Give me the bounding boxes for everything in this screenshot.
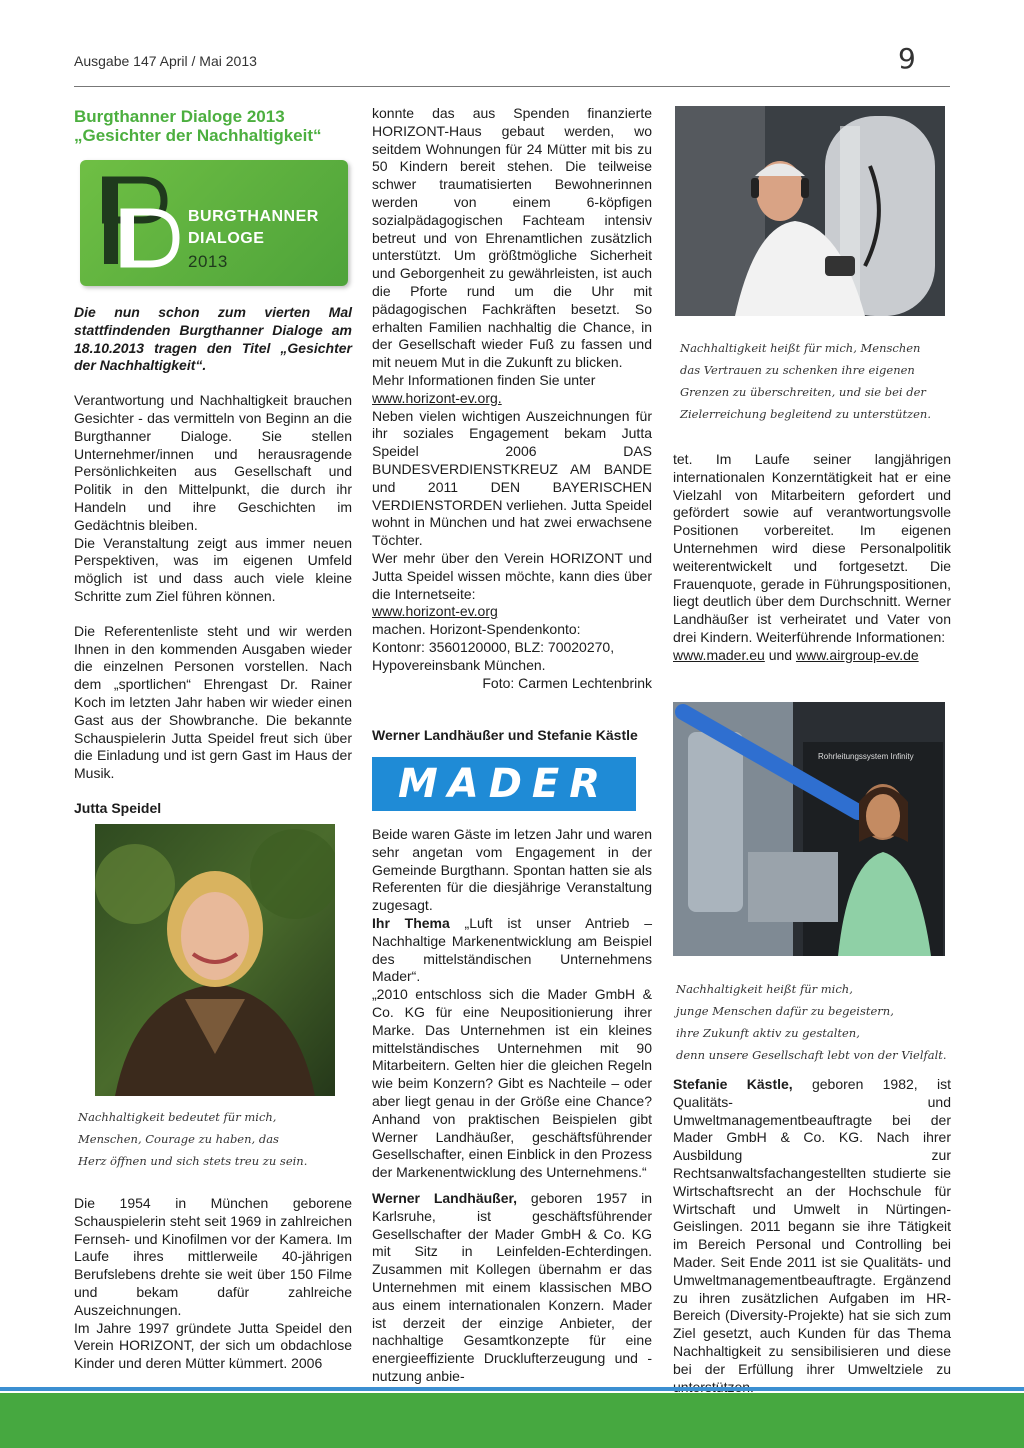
column-3-bio <box>673 1076 951 1396</box>
paragraph: Hypovereinsbank München. <box>372 656 546 673</box>
column-1-intro <box>74 304 352 818</box>
paragraph: tet. Im Laufe seiner langjährigen internationalen Konzerntätigkeit hat er eine Vielzahl von Mitarbeitern gefordert und gefördert sowie auf verantwortungsvolle Positionen vorbereitet. Im eigenen Unternehmen wird diese Personalpolitik weiterentwickelt und fortgesetzt. Die Frauenquote, gerade in Führungspositionen, liegt deutlich über dem Durchschnitt. Werner Landhäußer ist verheiratet und Vater von drei Kindern. Weiterführende Informationen: <box>673 451 951 645</box>
logo-text-dialoge: DIALOGE <box>188 230 265 247</box>
link-horizont[interactable]: www.horizont-ev.org. <box>372 389 502 406</box>
headline-line-2: „Gesichter der Nachhaltigkeit“ <box>74 126 322 145</box>
column-2-bottom <box>372 826 652 1386</box>
photo-sign-text: Rohrleitungssystem Infinity <box>818 752 914 761</box>
article-headline <box>74 107 364 145</box>
bd-monogram-icon <box>102 174 180 270</box>
thema-text: „Luft ist unser Antrieb – Nachhaltige Markenentwicklung am Beispiel des mittelständischen Unternehmens Mader“. <box>372 914 652 985</box>
header-rule <box>74 86 950 87</box>
paragraph: Neben vielen wichtigen Auszeichnungen für ihr soziales Engagement bekam Jutta Speidel 2006 DAS BUNDESVERDIENSTKREUZ AM BANDE und 2011 DEN BAYERISCHEN VERDIENSTORDEN verliehen. Jutta Speidel wohnt in München und hat zwei erwachsene Töchter. <box>372 407 652 549</box>
handwritten-quote-landhaeusser: Nachhaltigkeit heißt für mich, Menschen das Vertrauen zu schenken ihre eigenen Grenzen zu überschreiten, und sie bei der Zielerreichung begleitend zu unterstützen. <box>680 341 931 421</box>
name-kaestle: Stefanie Kästle, <box>673 1076 793 1092</box>
headline-line-1: Burgthanner Dialoge 2013 <box>74 107 285 126</box>
text-landhaeusser: geboren 1957 in Karlsruhe, ist geschäftsführender Gesellschafter der Mader GmbH & Co. KG mit Sitz in Leinfelden-Echterdingen. Zusammen mit Kollegen übernahm er das Unternehmen mit einem klassischen MBO aus einem internationalen Konzern. Mader ist derzeit der einzige Anbieter, der nachhaltige Gesamtkonzepte für eine energieeffiziente Drucklufterzeugung und -nutzung anbie- <box>372 1189 652 1384</box>
mader-logo <box>372 757 636 811</box>
photo-werner-landhaeusser <box>675 106 945 316</box>
paragraph-kaestle <box>673 1076 951 1396</box>
photo-stefanie-kaestle <box>673 702 945 956</box>
column-2-top <box>372 105 652 692</box>
paragraph-landhaeusser <box>372 1190 652 1386</box>
handwritten-quote-kaestle: Nachhaltigkeit heißt für mich, junge Menschen dafür zu begeistern, ihre Zukunft aktiv zu gestalten, denn unsere Gesellschaft lebt von der Vielfalt. <box>676 982 947 1062</box>
mader-logo-text: MADER <box>397 761 611 807</box>
paragraph-thema <box>372 915 652 986</box>
paragraph: Beide waren Gäste im letzen Jahr und waren sehr angetan vom Engagement in der Gemeinde Burgthann. Spontan hatten sie als Referenten für die diesjährige Veranstaltung zugesagt. <box>372 826 652 914</box>
subhead-jutta-speidel: Jutta Speidel <box>74 799 162 816</box>
paragraph: Verantwortung und Nachhaltigkeit brauchen Gesichter - das vermitteln von Beginn an die Burgthanner Dialoge. Sie stellen Unternehmer/innen und herausragende Persönlichkeiten aus Gesellschaft und Politik in den Mittelpunkt, die durch ihr Handeln und ihre Geschichten im Gedächtnis bleiben. <box>74 392 352 533</box>
issue-label: Ausgabe 147 April / Mai 2013 <box>74 53 257 69</box>
paragraph: Wer mehr über den Verein HORIZONT und Jutta Speidel wissen möchte, kann dies über die Internetseite: <box>372 549 652 602</box>
page-number: 9 <box>898 42 916 75</box>
paragraph: Kontonr: 3560120000, BLZ: 70020270, <box>372 638 615 655</box>
handwritten-quote-speidel: Nachhaltigkeit bedeutet für mich, Menschen, Courage zu haben, das Herz öffnen und sich stets treu zu sein. <box>78 1110 308 1168</box>
paragraph: Die Referentenliste steht und wir werden Ihnen in den kommenden Ausgaben wieder die einzelnen Personen vorstellen. Nach dem „sportlichen“ Ehrengast Dr. Rainer Koch im letzten Jahr haben wir wieder einen Gast aus der Showbranche. Die bekannte Schauspielerin Jutta Speidel freut sich über die Einladung und ist gern Gast im Haus der Musik. <box>74 622 352 782</box>
paragraph: konnte das aus Spenden finanzierte HORIZONT-Haus gebaut werden, wo seitdem Wohnungen für 24 Mütter mit bis zu 50 Kindern bereit stehen. Die teilweise schwer traumatisierten Bewohnerinnen werden von einem 6-köpfigen sozialpädagogischen Fachteam intensiv betreut und von Ehrenamtlichen zusätzlich unterstützt. Um größtmögliche Sicherheit und Geborgenheit zu gewährleisten, ist auch die Pforte rund um die Uhr mit pädagogischen Fachkräften besetzt. So erhalten Familien nachhaltig die Chance, in der Gesellschaft wieder Fuß zu fassen und mit neuem Mut in die Zukunft zu blicken. <box>372 105 652 371</box>
name-landhaeusser: Werner Landhäußer, <box>372 1189 518 1206</box>
paragraph: Die 1954 in München geborene Schauspielerin steht seit 1969 in zahlreichen Fernseh- und Kinofilmen vor der Kamera. Im Laufe ihres mittlerweile 40-jährigen Berufslebens drehte sie weit über 150 Filme und bekam dafür zahlreiche Auszeichnungen. <box>74 1195 352 1318</box>
photo-jutta-speidel <box>95 824 335 1096</box>
paragraph: Mehr Informationen finden Sie unter <box>372 371 596 388</box>
lead-paragraph: Die nun schon zum vierten Mal stattfindenden Burgthanner Dialoge am 18.10.2013 tragen den Titel „Gesichter der Nachhaltigkeit“. <box>74 304 352 374</box>
text-kaestle: geboren 1982, ist Qualitäts- und Umweltmanagementbeauftragte bei der Mader GmbH & Co. KG. Nach ihrer Ausbildung zur Rechtsanwaltsfachangestellten studierte sie Wirtschaftsrecht an der Hochschule für Wirtschaft und Umwelt in Nürtingen-Geislingen. 2011 begann sie ihre Tätigkeit im Bereich Personal und Controlling bei Mader. Seit Ende 2011 ist sie Qualitäts- und Umweltmanagementbeauftragte. Ergänzend zu ihren zusätzlichen Aufgaben im HR-Bereich (Diversity-Projekte) hat sie sich zum Ziel gesetzt, auch Kunden für das Thema Nachhaltigkeit zu sensibilisieren und diese bei der Erfüllung ihrer Umweltziele zu <box>673 1076 951 1377</box>
footer-green-bar <box>0 1393 1024 1448</box>
paragraph: Im Jahre 1997 gründete Jutta Speidel den Verein HORIZONT, der sich um obdachlose Kinder und deren Mütter kümmert. 2006 <box>74 1319 352 1372</box>
thema-label: Ihr Thema <box>372 914 450 931</box>
footer-blue-stripe <box>0 1387 1024 1391</box>
paragraph: „2010 entschloss sich die Mader GmbH & Co. KG für eine Neupositionierung ihrer Marke. Das Unternehmen ist ein kleines mittelständisches Unternehmen mit 90 Mitarbeitern. Gelten hier die gleichen Regeln wie beim Konzern? Gibt es Nachteile – oder aber liegt genau in der Größe eine Chance? Anhand von praktischen Beispielen gibt Werner Landhäußer, geschäftsführender Gesellschafter, einen Einblick in den Prozess der Markenentwicklung des Unternehmens.“ <box>372 986 652 1181</box>
paragraph: machen. Horizont-Spendenkonto: <box>372 621 581 638</box>
link-mader[interactable]: www.mader.eu <box>673 646 765 663</box>
column-3-top <box>673 451 951 665</box>
photo-credit: Foto: Carmen Lechtenbrink <box>482 674 652 691</box>
logo-text-year: 2013 <box>188 252 228 271</box>
subhead-landhaeusser-kaestle: Werner Landhäußer und Stefanie Kästle <box>372 727 638 743</box>
link-horizont[interactable]: www.horizont-ev.org <box>372 603 498 620</box>
link-airgroup[interactable]: www.airgroup-ev.de <box>795 646 919 663</box>
burgthanner-dialoge-logo <box>80 160 348 286</box>
paragraph: Die Veranstaltung zeigt aus immer neuen Perspektiven, was im eigenen Umfeld möglich ist und dass auch viele kleine Schritte zum Ziel führen können. <box>74 534 352 604</box>
links-row: www.mader.eu und www.airgroup-ev.de <box>673 646 919 663</box>
logo-text-burgthanner: BURGTHANNER <box>188 208 319 225</box>
column-1-bio <box>74 1195 352 1373</box>
